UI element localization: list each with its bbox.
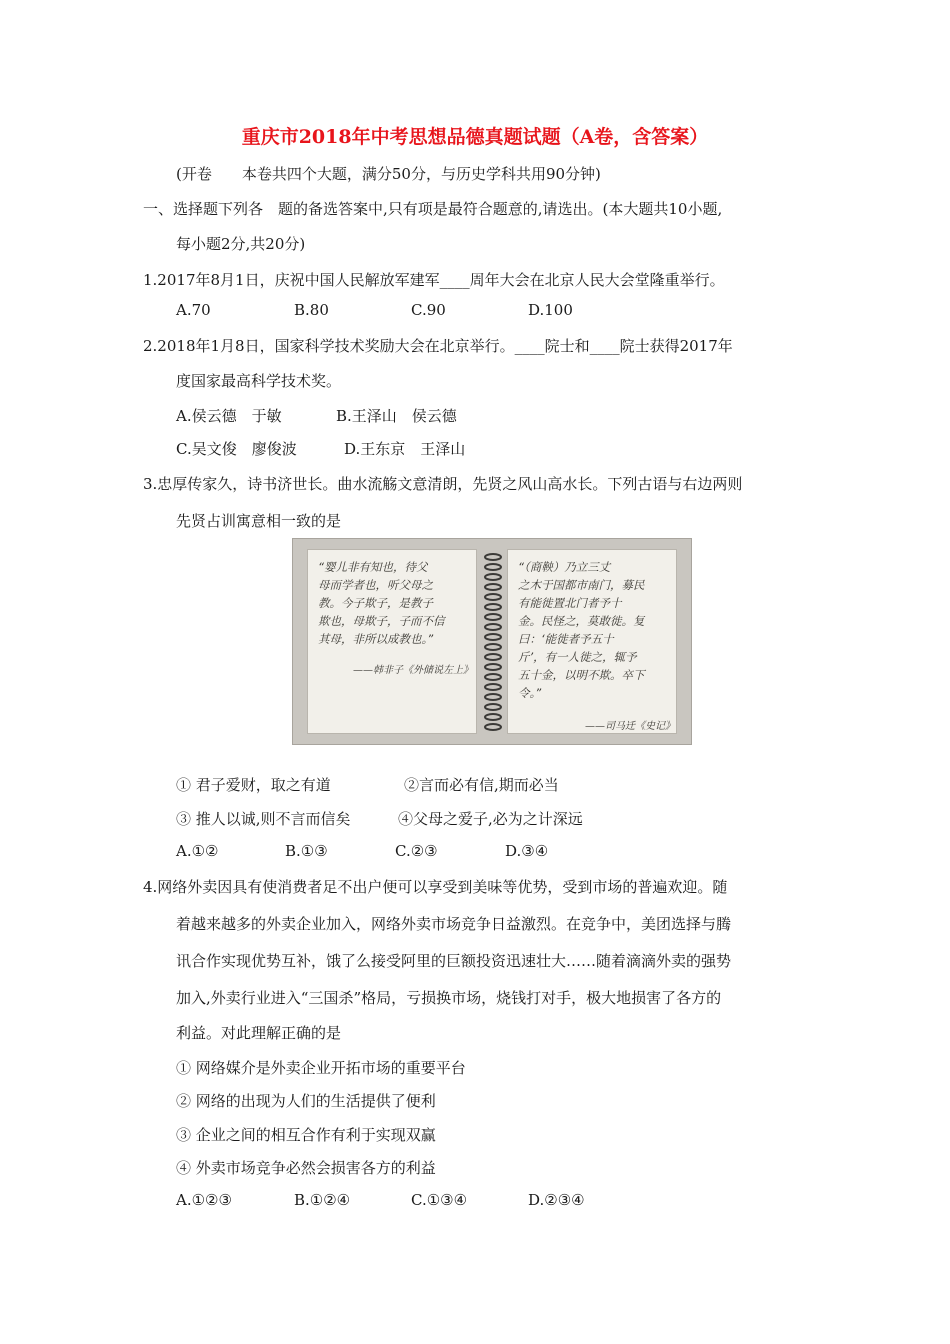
q4-statement-3: ③ 企业之间的相互合作有利于实现双赢 <box>176 1126 436 1144</box>
q2-option-a: A.侯云德 于敏 <box>176 407 282 425</box>
q2-stem-cont: 度国家最高科学技术奖。 <box>176 372 342 390</box>
notebook-spiral-icon <box>483 551 503 734</box>
right-page-text: “（商鞅）乃立三丈 之木于国都市南门，募民 有能徙置北门者予十 金。民怪之，莫敢徙。复 曰：‘能徙者予五十 斤’，有一人徙之，辄予 五十金，以明不欺。卒下 令。” <box>507 549 677 734</box>
q3-stem: 3.忠厚传家久，诗书济世长。曲水流觞文意清朗，先贤之风山高水长。下列古语与右边两则 <box>143 475 743 493</box>
q2-option-d: D.王东京 王泽山 <box>344 440 466 458</box>
q2-option-c: C.吴文俊 廖俊波 <box>176 440 297 458</box>
q3-option-d: D.③④ <box>505 842 549 860</box>
q1-option-c: C.90 <box>411 301 446 319</box>
q4-option-d: D.②③④ <box>528 1191 585 1209</box>
q1-option-a: A.70 <box>176 301 211 319</box>
section-one-heading: 一、选择题下列各 题的备选答案中,只有项是最符合题意的,请选出。(本大题共10小题, <box>143 200 723 218</box>
q4-option-a: A.①②③ <box>176 1191 232 1209</box>
q4-statement-4: ④ 外卖市场竞争必然会损害各方的利益 <box>176 1159 436 1177</box>
right-page-citation: ——司马迁《史记》 <box>585 721 675 732</box>
left-page-citation: ——韩非子《外储说左上》 <box>353 665 473 676</box>
q2-option-b: B.王泽山 侯云德 <box>336 407 457 425</box>
q4-option-c: C.①③④ <box>411 1191 468 1209</box>
document-title: 重庆市2018年中考思想品德真题试题（A卷，含答案） <box>241 126 709 148</box>
q4-statement-2: ② 网络的出现为人们的生活提供了便利 <box>176 1092 436 1110</box>
q2-stem: 2.2018年1月8日，国家科学技术奖励大会在北京举行。____院士和____院士获得2017年 <box>143 337 733 355</box>
q4-stem-line-4: 加入,外卖行业进入“三国杀”格局，亏损换市场，烧钱打对手，极大地损害了各方的 <box>176 989 722 1007</box>
q1-option-d: D.100 <box>528 301 573 319</box>
left-page-text: “婴儿非有知也，待父 母而学者也，听父母之 教。今子欺子，是教子 欺也，母欺子，子而不信 其母，非所以成教也。” <box>307 549 477 734</box>
q3-statement-1: ① 君子爱财，取之有道 <box>176 776 331 794</box>
notebook-figure <box>292 538 692 745</box>
q4-option-b: B.①②④ <box>294 1191 351 1209</box>
q3-option-c: C.②③ <box>395 842 438 860</box>
q1-option-b: B.80 <box>294 301 329 319</box>
q1-stem: 1.2017年8月1日，庆祝中国人民解放军建军____周年大会在北京人民大会堂隆重举行。 <box>143 271 725 289</box>
q3-option-a: A.①② <box>176 842 219 860</box>
q4-stem-line-2: 着越来越多的外卖企业加入，网络外卖市场竞争日益激烈。在竞争中，美团选择与腾 <box>176 915 732 933</box>
q3-statement-2: ②言而必有信,期而必当 <box>404 776 559 794</box>
section-one-heading-cont: 每小题2分,共20分) <box>176 235 306 253</box>
q4-stem-line-3: 讯合作实现优势互补，饿了么接受阿里的巨额投资迅速壮大……随着滴滴外卖的强势 <box>176 952 732 970</box>
q4-stem-line-5: 利益。对此理解正确的是 <box>176 1024 342 1042</box>
q4-stem: 4.网络外卖因具有使消费者足不出户便可以享受到美味等优势，受到市场的普遍欢迎。随 <box>143 878 728 896</box>
q3-stem-cont: 先贤占训寓意相一致的是 <box>176 512 342 530</box>
q4-statement-1: ① 网络媒介是外卖企业开拓市场的重要平台 <box>176 1059 466 1077</box>
q3-statement-4: ④父母之爱子,必为之计深远 <box>398 810 583 828</box>
q3-option-b: B.①③ <box>285 842 328 860</box>
exam-subtitle: (开卷 本卷共四个大题，满分50分，与历史学科共用90分钟) <box>176 165 601 183</box>
q3-statement-3: ③ 推人以诚,则不言而信矣 <box>176 810 351 828</box>
